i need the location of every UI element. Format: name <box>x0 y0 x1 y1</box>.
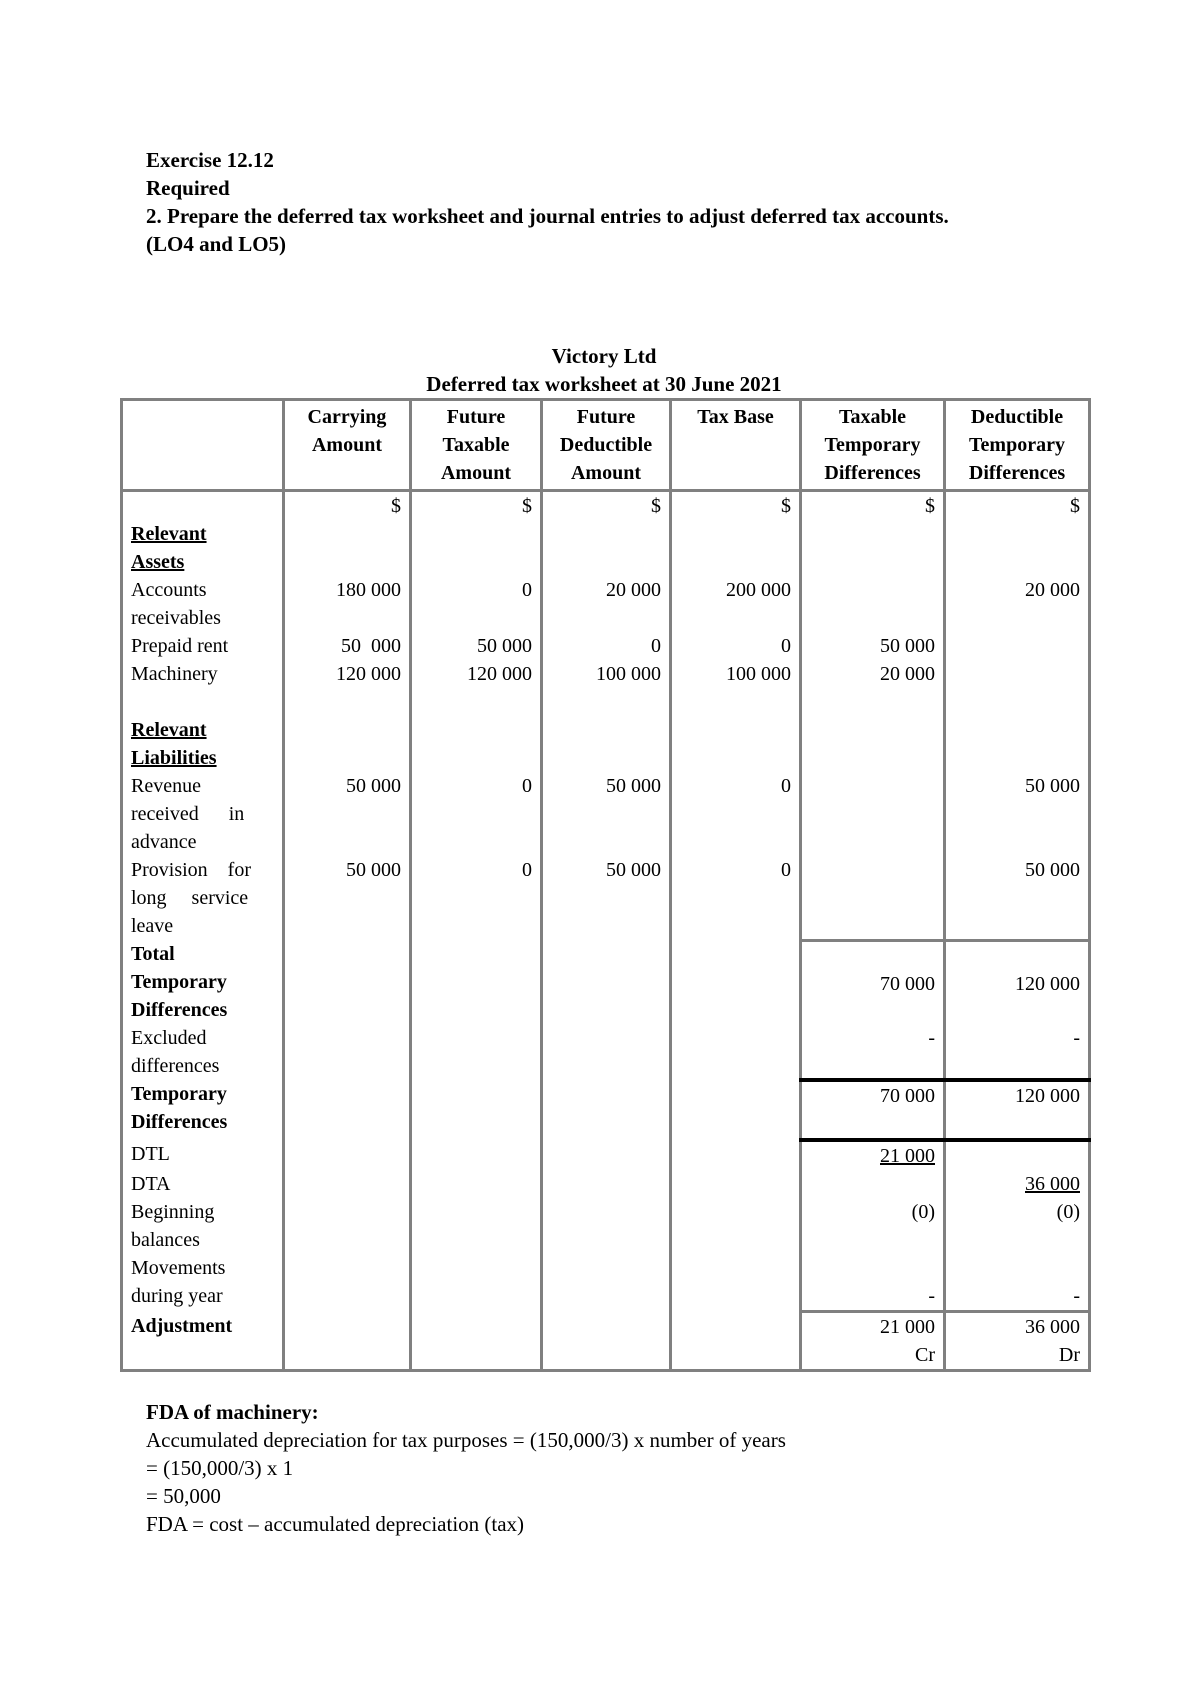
row-label: Revenue received in advance <box>122 772 284 856</box>
future-taxable-cell: 120 000 <box>411 660 542 688</box>
deductible-td-cell: 36 000 <box>945 1170 1090 1198</box>
header-carrying-amount: Carrying Amount <box>284 400 411 491</box>
taxable-td-cell <box>801 1170 945 1198</box>
row-label: Movements during year <box>122 1254 284 1312</box>
fda-note-line: = (150,000/3) x 1 <box>146 1456 294 1480</box>
deductible-td-cell <box>945 632 1090 660</box>
tax-base-cell: 0 <box>671 772 801 856</box>
task-description: 2. Prepare the deferred tax worksheet and journal entries to adjust deferred tax accounts. <box>146 204 949 228</box>
fda-note-title: FDA of machinery: <box>146 1400 319 1424</box>
carrying-amount-cell: 180 000 <box>284 576 411 632</box>
table-row <box>122 1080 1090 1140</box>
table-row <box>122 576 1090 632</box>
currency-symbol: $ <box>945 491 1090 521</box>
section-label-assets: Relevant Assets <box>122 520 284 576</box>
table-row <box>122 660 1090 688</box>
tax-base-cell: 200 000 <box>671 576 801 632</box>
taxable-td-cell <box>801 576 945 632</box>
taxable-td-cell <box>801 772 945 856</box>
fda-note-line: = 50,000 <box>146 1484 221 1508</box>
taxable-td-cell: 70 000 <box>801 1080 945 1140</box>
company-name: Victory Ltd <box>551 344 657 368</box>
table-row <box>122 1254 1090 1312</box>
spacer-row <box>122 688 1090 716</box>
deductible-td-cell <box>945 660 1090 688</box>
future-deductible-cell: 50 000 <box>542 856 671 940</box>
currency-symbol: $ <box>671 491 801 521</box>
header-tax-base: Tax Base <box>671 400 801 491</box>
header-row <box>122 400 1090 491</box>
taxable-td-cell: - <box>801 1024 945 1080</box>
deductible-td-cell <box>945 1140 1090 1170</box>
row-label: Beginning balances <box>122 1198 284 1254</box>
carrying-amount-cell: 50 000 <box>284 772 411 856</box>
carrying-amount-cell: 50 000 <box>284 632 411 660</box>
deductible-td-cell: (0) <box>945 1198 1090 1254</box>
fda-note-line: Accumulated depreciation for tax purposes = (150,000/3) x number of years <box>146 1428 786 1452</box>
row-label: Temporary Differences <box>122 1080 284 1140</box>
currency-symbol: $ <box>284 491 411 521</box>
section-label-liabilities: Relevant Liabilities <box>122 716 284 772</box>
taxable-td-cell: 70 000 <box>801 940 945 1024</box>
future-deductible-cell: 20 000 <box>542 576 671 632</box>
deductible-td-cell: - <box>945 1254 1090 1312</box>
header-future-taxable-amount: Future Taxable Amount <box>411 400 542 491</box>
future-deductible-cell: 50 000 <box>542 772 671 856</box>
tax-base-cell: 100 000 <box>671 660 801 688</box>
carrying-amount-cell: 120 000 <box>284 660 411 688</box>
header-taxable-temporary-differences: Taxable Temporary Differences <box>801 400 945 491</box>
taxable-td-cell: - <box>801 1254 945 1312</box>
taxable-td-cell: 21 000 Cr <box>801 1312 945 1371</box>
fda-note <box>146 1398 786 1538</box>
deferred-tax-worksheet <box>120 398 1091 1372</box>
table-row <box>122 632 1090 660</box>
table-row <box>122 772 1090 856</box>
row-label: DTA <box>122 1170 284 1198</box>
taxable-td-cell: 50 000 <box>801 632 945 660</box>
header-deductible-temporary-differences: Deductible Temporary Differences <box>945 400 1090 491</box>
taxable-td-cell <box>801 856 945 940</box>
table-row <box>122 1140 1090 1170</box>
taxable-td-cell: 21 000 <box>801 1140 945 1170</box>
section-row-assets <box>122 520 1090 576</box>
future-taxable-cell: 0 <box>411 772 542 856</box>
learning-objectives: (LO4 and LO5) <box>146 232 287 256</box>
adjustment-row <box>122 1312 1090 1371</box>
tax-base-cell: 0 <box>671 632 801 660</box>
currency-symbol: $ <box>801 491 945 521</box>
worksheet-title: Deferred tax worksheet at 30 June 2021 <box>426 372 782 396</box>
currency-symbol: $ <box>411 491 542 521</box>
table-row <box>122 1170 1090 1198</box>
deductible-td-cell: 20 000 <box>945 576 1090 632</box>
row-label: Adjustment <box>122 1312 284 1371</box>
deductible-td-cell: 50 000 <box>945 772 1090 856</box>
currency-row <box>122 491 1090 521</box>
row-label: Prepaid rent <box>122 632 284 660</box>
row-label: Provision for long service leave <box>122 856 284 940</box>
row-label: Excluded differences <box>122 1024 284 1080</box>
currency-symbol: $ <box>542 491 671 521</box>
exercise-heading <box>146 146 949 258</box>
deductible-td-cell: 120 000 <box>945 940 1090 1024</box>
future-taxable-cell: 0 <box>411 576 542 632</box>
tax-base-cell: 0 <box>671 856 801 940</box>
header-blank <box>122 400 284 491</box>
fda-note-line: FDA = cost – accumulated depreciation (tax) <box>146 1512 525 1536</box>
deductible-td-cell: 50 000 <box>945 856 1090 940</box>
table-row <box>122 1198 1090 1254</box>
row-label: Total Temporary Differences <box>122 940 284 1024</box>
future-taxable-cell: 0 <box>411 856 542 940</box>
required-label: Required <box>146 176 230 200</box>
deductible-td-cell: 36 000 Dr <box>945 1312 1090 1371</box>
taxable-td-cell: (0) <box>801 1198 945 1254</box>
header-future-deductible-amount: Future Deductible Amount <box>542 400 671 491</box>
deductible-td-cell: 120 000 <box>945 1080 1090 1140</box>
taxable-td-cell: 20 000 <box>801 660 945 688</box>
carrying-amount-cell: 50 000 <box>284 856 411 940</box>
row-label: Accounts receivables <box>122 576 284 632</box>
total-row <box>122 940 1090 1024</box>
table-row <box>122 856 1090 940</box>
section-row-liabilities <box>122 716 1090 772</box>
row-label: DTL <box>122 1140 284 1170</box>
future-deductible-cell: 100 000 <box>542 660 671 688</box>
exercise-number: Exercise 12.12 <box>146 148 274 172</box>
table-row <box>122 1024 1090 1080</box>
future-taxable-cell: 50 000 <box>411 632 542 660</box>
row-label: Machinery <box>122 660 284 688</box>
deductible-td-cell: - <box>945 1024 1090 1080</box>
future-deductible-cell: 0 <box>542 632 671 660</box>
